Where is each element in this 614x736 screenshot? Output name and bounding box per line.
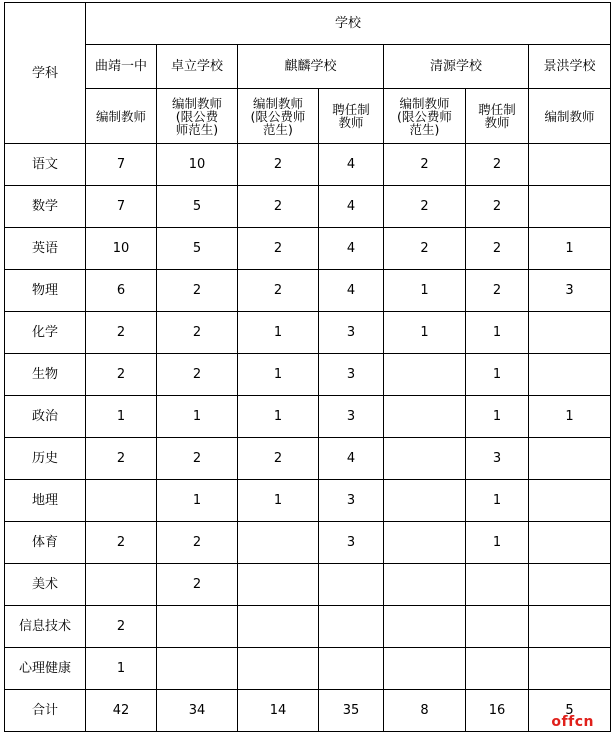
count-cell xyxy=(238,564,319,606)
count-cell: 16 xyxy=(466,690,529,732)
count-cell xyxy=(466,606,529,648)
table-row xyxy=(5,312,611,354)
count-cell xyxy=(384,354,466,396)
count-cell xyxy=(319,648,384,690)
count-cell xyxy=(384,480,466,522)
school-name: 卓立学校 xyxy=(157,45,238,89)
count-cell: 2 xyxy=(157,312,238,354)
count-cell: 3 xyxy=(319,396,384,438)
count-cell: 1 xyxy=(157,480,238,522)
table-row xyxy=(5,606,611,648)
subject-cell: 物理 xyxy=(5,270,86,312)
subject-cell: 生物 xyxy=(5,354,86,396)
count-cell: 2 xyxy=(86,522,157,564)
count-cell xyxy=(466,564,529,606)
count-cell xyxy=(529,564,611,606)
count-cell xyxy=(86,480,157,522)
count-cell: 3 xyxy=(319,522,384,564)
count-cell: 4 xyxy=(319,228,384,270)
count-cell: 2 xyxy=(384,228,466,270)
count-cell xyxy=(384,396,466,438)
school-header: 学校 xyxy=(86,3,611,45)
teacher-type-line: 编制教师 xyxy=(252,95,303,111)
count-cell: 42 xyxy=(86,690,157,732)
subject-header: 学科 xyxy=(5,3,86,144)
count-cell: 1 xyxy=(238,312,319,354)
count-cell xyxy=(157,648,238,690)
teacher-type-header xyxy=(529,89,611,144)
count-cell: 35 xyxy=(319,690,384,732)
teacher-type-header xyxy=(86,89,157,144)
count-cell: 3 xyxy=(319,480,384,522)
count-cell: 1 xyxy=(466,480,529,522)
subject-cell: 地理 xyxy=(5,480,86,522)
teacher-type-line: 范生) xyxy=(263,121,293,137)
teacher-type-line: 师范生) xyxy=(175,121,219,137)
subject-cell: 数学 xyxy=(5,186,86,228)
count-cell: 34 xyxy=(157,690,238,732)
count-cell: 14 xyxy=(238,690,319,732)
table-row xyxy=(5,354,611,396)
count-cell xyxy=(529,186,611,228)
count-cell: 4 xyxy=(319,438,384,480)
table-row xyxy=(5,186,611,228)
count-cell: 1 xyxy=(238,354,319,396)
count-cell xyxy=(529,480,611,522)
count-cell xyxy=(529,144,611,186)
count-cell: 5 xyxy=(529,690,611,732)
table-row xyxy=(5,270,611,312)
school-name: 麒麟学校 xyxy=(238,45,384,89)
count-cell: 2 xyxy=(157,564,238,606)
teacher-type-line: 编制教师 xyxy=(171,95,222,111)
teacher-type-line: (限公费师 xyxy=(250,108,306,124)
count-cell: 2 xyxy=(238,438,319,480)
table-row xyxy=(5,648,611,690)
count-cell xyxy=(529,606,611,648)
count-cell: 1 xyxy=(466,396,529,438)
count-cell: 2 xyxy=(157,354,238,396)
count-cell: 4 xyxy=(319,270,384,312)
count-cell xyxy=(529,354,611,396)
count-cell: 2 xyxy=(384,186,466,228)
teacher-type-line: 编制教师 xyxy=(95,108,146,124)
count-cell: 5 xyxy=(157,186,238,228)
count-cell xyxy=(238,648,319,690)
count-cell xyxy=(384,564,466,606)
subject-cell: 体育 xyxy=(5,522,86,564)
school-name: 清源学校 xyxy=(384,45,529,89)
count-cell: 6 xyxy=(86,270,157,312)
table-row xyxy=(5,690,611,732)
table-row xyxy=(5,144,611,186)
count-cell: 3 xyxy=(319,312,384,354)
count-cell: 7 xyxy=(86,186,157,228)
teacher-type-header xyxy=(157,89,238,144)
count-cell: 2 xyxy=(157,522,238,564)
count-cell xyxy=(157,606,238,648)
count-cell xyxy=(529,438,611,480)
subject-cell: 美术 xyxy=(5,564,86,606)
count-cell: 10 xyxy=(86,228,157,270)
count-cell xyxy=(319,564,384,606)
count-cell: 2 xyxy=(238,186,319,228)
teacher-type-line: 编制教师 xyxy=(399,95,450,111)
count-cell: 1 xyxy=(384,270,466,312)
count-cell: 2 xyxy=(238,270,319,312)
teacher-type-header xyxy=(238,89,319,144)
count-cell: 4 xyxy=(319,186,384,228)
count-cell: 10 xyxy=(157,144,238,186)
count-cell xyxy=(319,606,384,648)
count-cell: 5 xyxy=(157,228,238,270)
table-row xyxy=(5,522,611,564)
teacher-type-header xyxy=(319,89,384,144)
count-cell: 2 xyxy=(466,228,529,270)
count-cell: 3 xyxy=(466,438,529,480)
count-cell xyxy=(238,606,319,648)
offcn-watermark: offcn xyxy=(551,714,594,730)
subject-cell: 语文 xyxy=(5,144,86,186)
subject-cell: 英语 xyxy=(5,228,86,270)
count-cell: 3 xyxy=(529,270,611,312)
teacher-type-line: 教师 xyxy=(484,115,510,130)
teacher-type-line: 范生) xyxy=(409,121,440,137)
count-cell: 1 xyxy=(238,396,319,438)
school-name: 曲靖一中 xyxy=(86,45,157,89)
count-cell xyxy=(384,522,466,564)
count-cell: 2 xyxy=(86,354,157,396)
table-row xyxy=(5,564,611,606)
count-cell xyxy=(384,648,466,690)
subject-cell: 政治 xyxy=(5,396,86,438)
school-name: 景洪学校 xyxy=(529,45,611,89)
count-cell xyxy=(466,648,529,690)
table-row xyxy=(5,396,611,438)
count-cell: 3 xyxy=(319,354,384,396)
teacher-type-line: 编制教师 xyxy=(544,108,595,124)
count-cell: 2 xyxy=(157,438,238,480)
count-cell xyxy=(384,438,466,480)
count-cell: 2 xyxy=(86,606,157,648)
teacher-type-header xyxy=(384,89,466,144)
count-cell: 1 xyxy=(529,396,611,438)
count-cell: 2 xyxy=(384,144,466,186)
table-row xyxy=(5,480,611,522)
count-cell: 2 xyxy=(238,228,319,270)
count-cell: 2 xyxy=(466,270,529,312)
count-cell: 2 xyxy=(466,186,529,228)
subject-cell: 合计 xyxy=(5,690,86,732)
count-cell: 1 xyxy=(466,312,529,354)
count-cell xyxy=(86,564,157,606)
teacher-type-line: 教师 xyxy=(338,115,364,130)
count-cell: 2 xyxy=(86,312,157,354)
recruitment-table xyxy=(4,2,611,732)
count-cell: 8 xyxy=(384,690,466,732)
count-cell: 4 xyxy=(319,144,384,186)
count-cell: 1 xyxy=(529,228,611,270)
count-cell: 1 xyxy=(86,648,157,690)
teacher-type-line: 聘任制 xyxy=(332,102,370,117)
count-cell: 1 xyxy=(466,354,529,396)
teacher-type-line: (限公费 xyxy=(175,108,219,124)
subject-cell: 信息技术 xyxy=(5,606,86,648)
teacher-type-line: (限公费师 xyxy=(397,108,452,124)
subject-cell: 心理健康 xyxy=(5,648,86,690)
count-cell xyxy=(529,312,611,354)
count-cell: 1 xyxy=(86,396,157,438)
count-cell xyxy=(384,606,466,648)
table-row xyxy=(5,228,611,270)
count-cell: 1 xyxy=(157,396,238,438)
table-row xyxy=(5,438,611,480)
count-cell: 2 xyxy=(86,438,157,480)
teacher-type-header xyxy=(466,89,529,144)
count-cell: 2 xyxy=(157,270,238,312)
count-cell xyxy=(529,648,611,690)
count-cell: 7 xyxy=(86,144,157,186)
count-cell: 2 xyxy=(238,144,319,186)
count-cell xyxy=(238,522,319,564)
count-cell: 1 xyxy=(238,480,319,522)
subject-cell: 化学 xyxy=(5,312,86,354)
count-cell: 1 xyxy=(384,312,466,354)
count-cell: 1 xyxy=(466,522,529,564)
teacher-type-line: 聘任制 xyxy=(478,102,516,117)
subject-cell: 历史 xyxy=(5,438,86,480)
count-cell xyxy=(529,522,611,564)
count-cell: 2 xyxy=(466,144,529,186)
